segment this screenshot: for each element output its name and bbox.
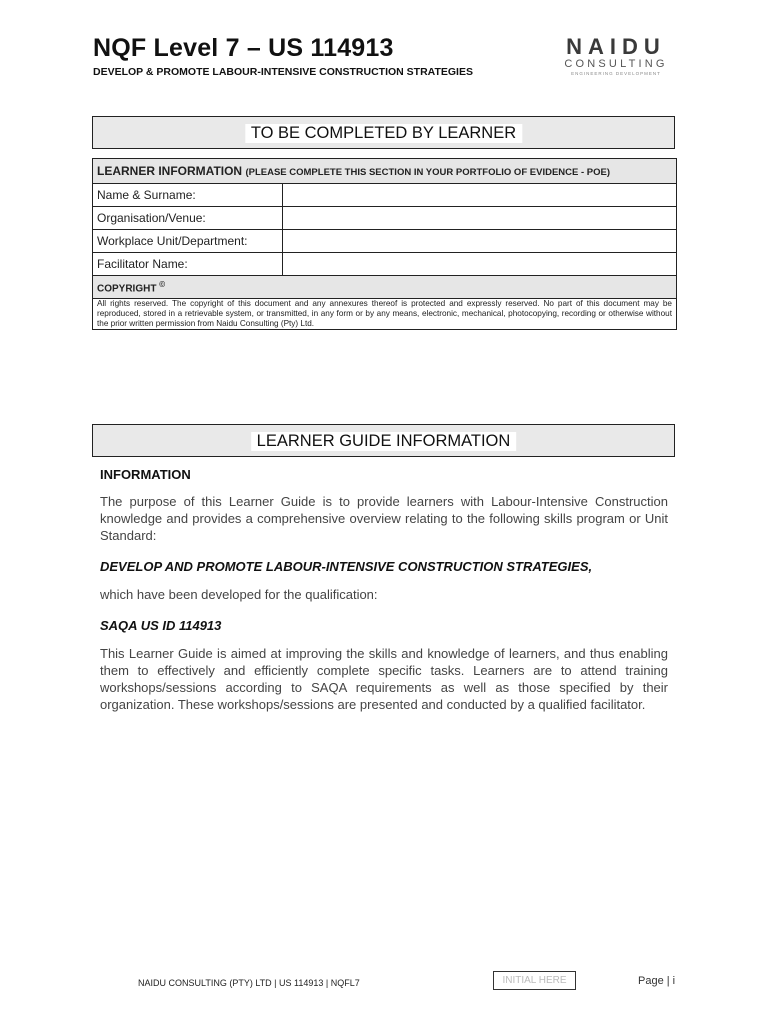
copyright-text: All rights reserved. The copyright of this document and any annexures thereof is protected and expressly reserved. No part of this document may be reproduced, stored in a retrievable system, or transmitted, in any form or by any means, electronic, mechanical, photocopying, recording or otherwise without the prior written permission from Naidu Consulting (Pty) Ltd. [93, 299, 677, 330]
saqa-id: SAQA US ID 114913 [100, 618, 222, 633]
unit-standard-title: DEVELOP AND PROMOTE LABOUR-INTENSIVE CONSTRUCTION STRATEGIES, [100, 559, 593, 574]
learner-banner [92, 116, 675, 149]
footer-text: NAIDU CONSULTING (PTY) LTD | US 114913 | NQFL7 [138, 978, 360, 988]
copyright-symbol: © [159, 279, 166, 289]
facilitator-name-label: Facilitator Name: [93, 253, 283, 276]
copyright-label: COPYRIGHT [97, 283, 157, 295]
naidu-consulting-logo [554, 36, 678, 77]
document-subtitle: DEVELOP & PROMOTE LABOUR-INTENSIVE CONSTRUCTION STRATEGIES [93, 66, 473, 78]
copyright-heading [93, 276, 677, 299]
facilitator-name-field[interactable] [283, 253, 677, 276]
guide-banner [92, 424, 675, 457]
logo-sub-text: CONSULTING [564, 58, 668, 70]
purpose-paragraph: The purpose of this Learner Guide is to provide learners with Labour-Intensive Construction knowledge and provides a comprehensive overview relating to the following skills program or Unit Standard: [100, 494, 668, 543]
page-number: Page | i [638, 975, 676, 987]
logo-main-text: NAIDU [566, 34, 666, 59]
learner-info-heading-note: (PLEASE COMPLETE THIS SECTION IN YOUR PORTFOLIO OF EVIDENCE - POE) [245, 167, 611, 178]
information-heading: INFORMATION [100, 467, 191, 482]
learner-info-heading [93, 159, 677, 184]
name-surname-field[interactable] [283, 184, 677, 207]
organisation-venue-field[interactable] [283, 207, 677, 230]
initial-here-box[interactable]: INITIAL HERE [493, 971, 576, 990]
workplace-unit-field[interactable] [283, 230, 677, 253]
organisation-venue-label: Organisation/Venue: [93, 207, 283, 230]
qualification-paragraph: which have been developed for the qualification: [100, 587, 378, 602]
learner-banner-text: TO BE COMPLETED BY LEARNER [245, 124, 522, 143]
guide-banner-text: LEARNER GUIDE INFORMATION [251, 432, 517, 451]
name-surname-label: Name & Surname: [93, 184, 283, 207]
learner-info-heading-text: LEARNER INFORMATION [97, 164, 243, 178]
aim-paragraph: This Learner Guide is aimed at improving the skills and knowledge of learners, and thus enabling them to effectively and efficiently complete specific tasks. Learners are to attend training workshops/sessions according to SAQA requirements as well as those specified by their organization. These workshops/sessions are presented and conducted by a qualified facilitator. [100, 646, 668, 712]
document-title: NQF Level 7 – US 114913 [93, 34, 394, 62]
logo-tagline: ENGINEERING DEVELOPMENT [571, 71, 661, 76]
workplace-unit-label: Workplace Unit/Department: [93, 230, 283, 253]
learner-info-table [92, 158, 677, 330]
